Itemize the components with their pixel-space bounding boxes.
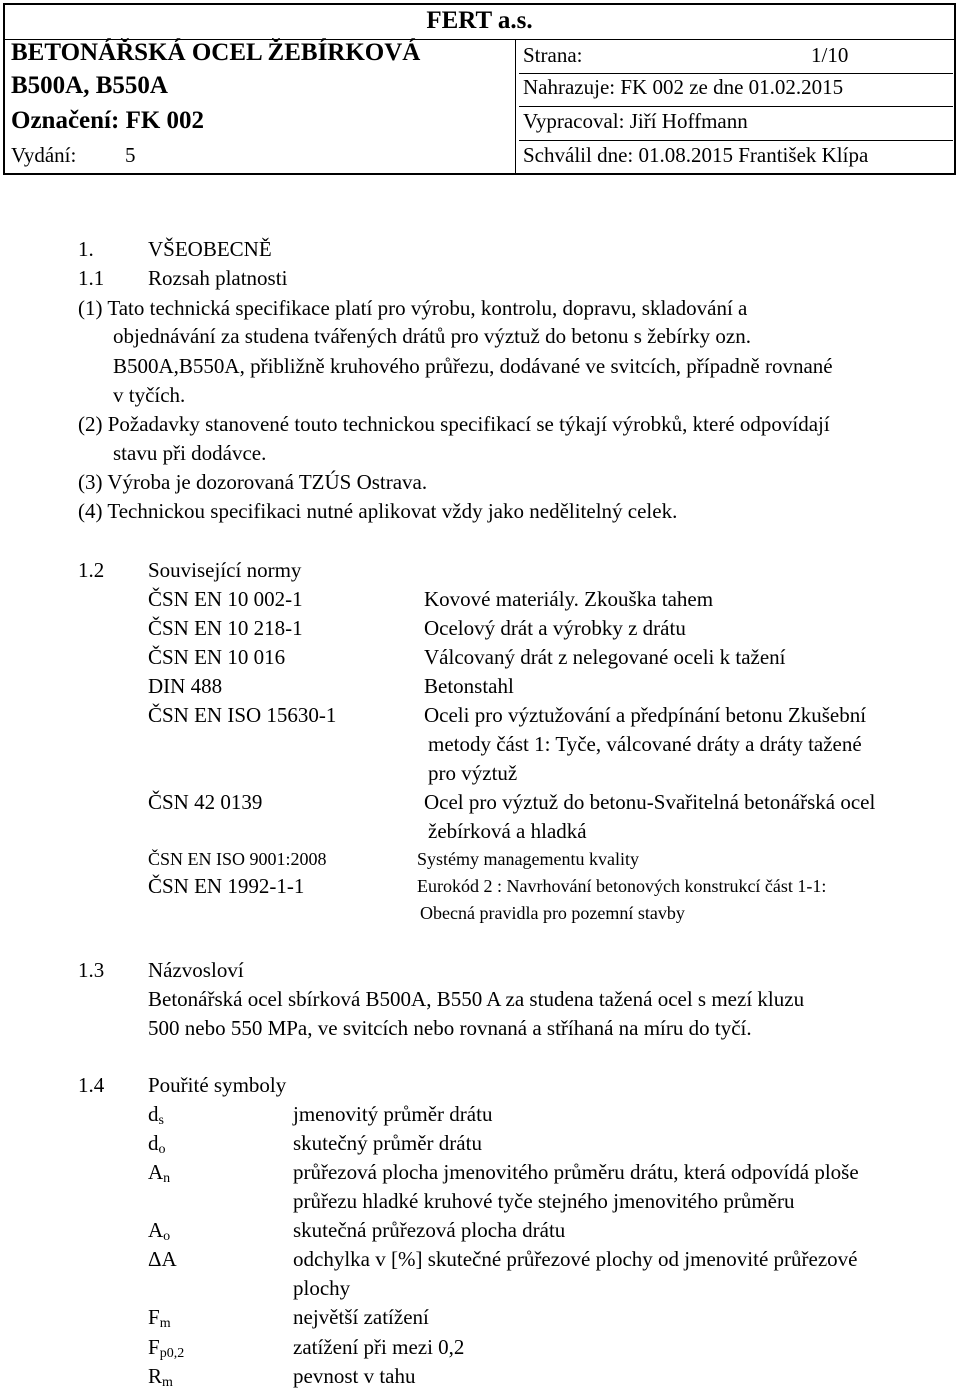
page-number: 1/10	[811, 43, 849, 67]
norm-description: pro výztuž	[428, 761, 518, 785]
norm-description: Oceli pro výztužování a předpínání betonu Zkušební	[424, 703, 867, 727]
paragraph-line: 500 nebo 550 MPa, ve svitcích nebo rovnaná a stříhaná na míru do tyčí.	[148, 1016, 752, 1040]
norm-code: ČSN EN 10 016	[148, 645, 286, 669]
subsection-title: Související normy	[148, 558, 302, 582]
paragraph-line: (3) Výroba je dozorovaná TZÚS Ostrava.	[78, 470, 428, 494]
paragraph-line: objednávání za studena tvářených drátů pro výztuž do betonu s žebírky ozn.	[113, 324, 751, 348]
document-title: BETONÁŘSKÁ OCEL ŽEBÍRKOVÁ	[11, 39, 421, 66]
issue-value: 5	[125, 143, 136, 167]
norm-description: Kovové materiály. Zkouška tahem	[424, 587, 714, 611]
symbol-description: zatížení při mezi 0,2	[293, 1335, 465, 1359]
paragraph-line: (1) Tato technická specifikace platí pro výrobu, kontrolu, dopravu, skladování a	[78, 296, 748, 320]
symbol-description: skutečná průřezová plocha drátu	[293, 1218, 566, 1242]
page-label: Strana:	[523, 43, 583, 67]
paragraph-line: Betonářská ocel sbírková B500A, B550 A za studena tažená ocel s mezí kluzu	[148, 987, 805, 1011]
prepared-by: Vypracoval: Jiří Hoffmann	[523, 109, 748, 133]
header-rule	[519, 106, 953, 107]
subsection-title: Pouřité symboly	[148, 1073, 287, 1097]
replaces-info: Nahrazuje: FK 002 ze dne 01.02.2015	[523, 75, 844, 99]
symbol: $A_n$	[148, 1160, 171, 1186]
norm-description: Válcovaný drát z nelegované oceli k tažení	[424, 645, 786, 669]
issue-label: Vydání:	[11, 143, 77, 167]
approved-by: Schválil dne: 01.08.2015 František Klípa	[523, 143, 869, 167]
symbol-description: pevnost v tahu	[293, 1364, 416, 1388]
symbol-description: jmenovitý průměr drátu	[293, 1102, 493, 1126]
norm-description: Ocel pro výztuž do betonu-Svařitelná betonářská ocel	[424, 790, 876, 814]
symbol-description: největší zatížení	[293, 1305, 429, 1329]
section-title: VŠEOBECNĚ	[148, 237, 272, 261]
paragraph-line: (4) Technickou specifikaci nutné aplikovat vždy jako nedělitelný celek.	[78, 499, 678, 523]
document-designation: Označení: FK 002	[11, 107, 205, 134]
symbol-description: průřezová plocha jmenovitého průměru drátu, která odpovídá ploše	[293, 1160, 859, 1184]
symbol: ΔA	[148, 1247, 177, 1271]
paragraph-line: v tyčích.	[113, 383, 186, 407]
document-subtitle: B500A, B550A	[11, 72, 168, 99]
document-header	[3, 3, 956, 175]
norm-code: ČSN EN 10 218-1	[148, 616, 303, 640]
norm-code: ČSN EN ISO 15630-1	[148, 703, 337, 727]
norm-description: metody část 1: Tyče, válcované dráty a dráty tažené	[428, 732, 862, 756]
norm-code: ČSN EN ISO 9001:2008	[148, 849, 327, 869]
symbol-description: plochy	[293, 1276, 351, 1300]
header-rule	[519, 140, 953, 141]
symbol: $F_{p0,2}$	[148, 1335, 185, 1361]
norm-code: ČSN EN 1992-1-1	[148, 874, 305, 898]
subsection-number: 1.3	[78, 958, 105, 982]
subsection-number: 1.4	[78, 1073, 105, 1097]
norm-code: ČSN EN 10 002-1	[148, 587, 303, 611]
header-column-divider	[515, 39, 516, 175]
norm-description: Ocelový drát a výrobky z drátu	[424, 616, 686, 640]
symbol: $R_m$	[148, 1364, 173, 1390]
norm-description: Obecná pravidla pro pozemní stavby	[420, 903, 685, 923]
symbol-description: skutečný průměr drátu	[293, 1131, 482, 1155]
norm-code: ČSN 42 0139	[148, 790, 263, 814]
section-number: 1.	[78, 237, 94, 261]
subsection-number: 1.1	[78, 266, 105, 290]
norm-code: DIN 488	[148, 674, 223, 698]
subsection-title: Rozsah platnosti	[148, 266, 288, 290]
paragraph-line: stavu při dodávce.	[113, 441, 267, 465]
subsection-number: 1.2	[78, 558, 105, 582]
symbol: $d_o$	[148, 1131, 166, 1157]
header-rule	[519, 73, 953, 74]
paragraph-line: B500A,B550A, přibližně kruhového průřezu, dodávané ve svitcích, případně rovnané	[113, 354, 833, 378]
norm-description: Betonstahl	[424, 674, 514, 698]
symbol: $d_s$	[148, 1102, 164, 1128]
symbol-description: odchylka v [%] skutečné průřezové plochy od jmenovité průřezové	[293, 1247, 858, 1271]
norm-description: žebírková a hladká	[428, 819, 587, 843]
symbol: $A_o$	[148, 1218, 171, 1244]
company-name: FERT a.s.	[426, 7, 533, 34]
norm-description: Eurokód 2 : Navrhování betonových konstrukcí část 1-1:	[417, 876, 827, 896]
norm-description: Systémy managementu kvality	[417, 849, 639, 869]
symbol: $F_m$	[148, 1305, 171, 1331]
symbol-description: průřezu hladké kruhové tyče stejného jmenovitého průměru	[293, 1189, 795, 1213]
subsection-title: Názvosloví	[148, 958, 244, 982]
paragraph-line: (2) Požadavky stanovené touto technickou specifikací se týkají výrobků, které odpovídají	[78, 412, 830, 436]
